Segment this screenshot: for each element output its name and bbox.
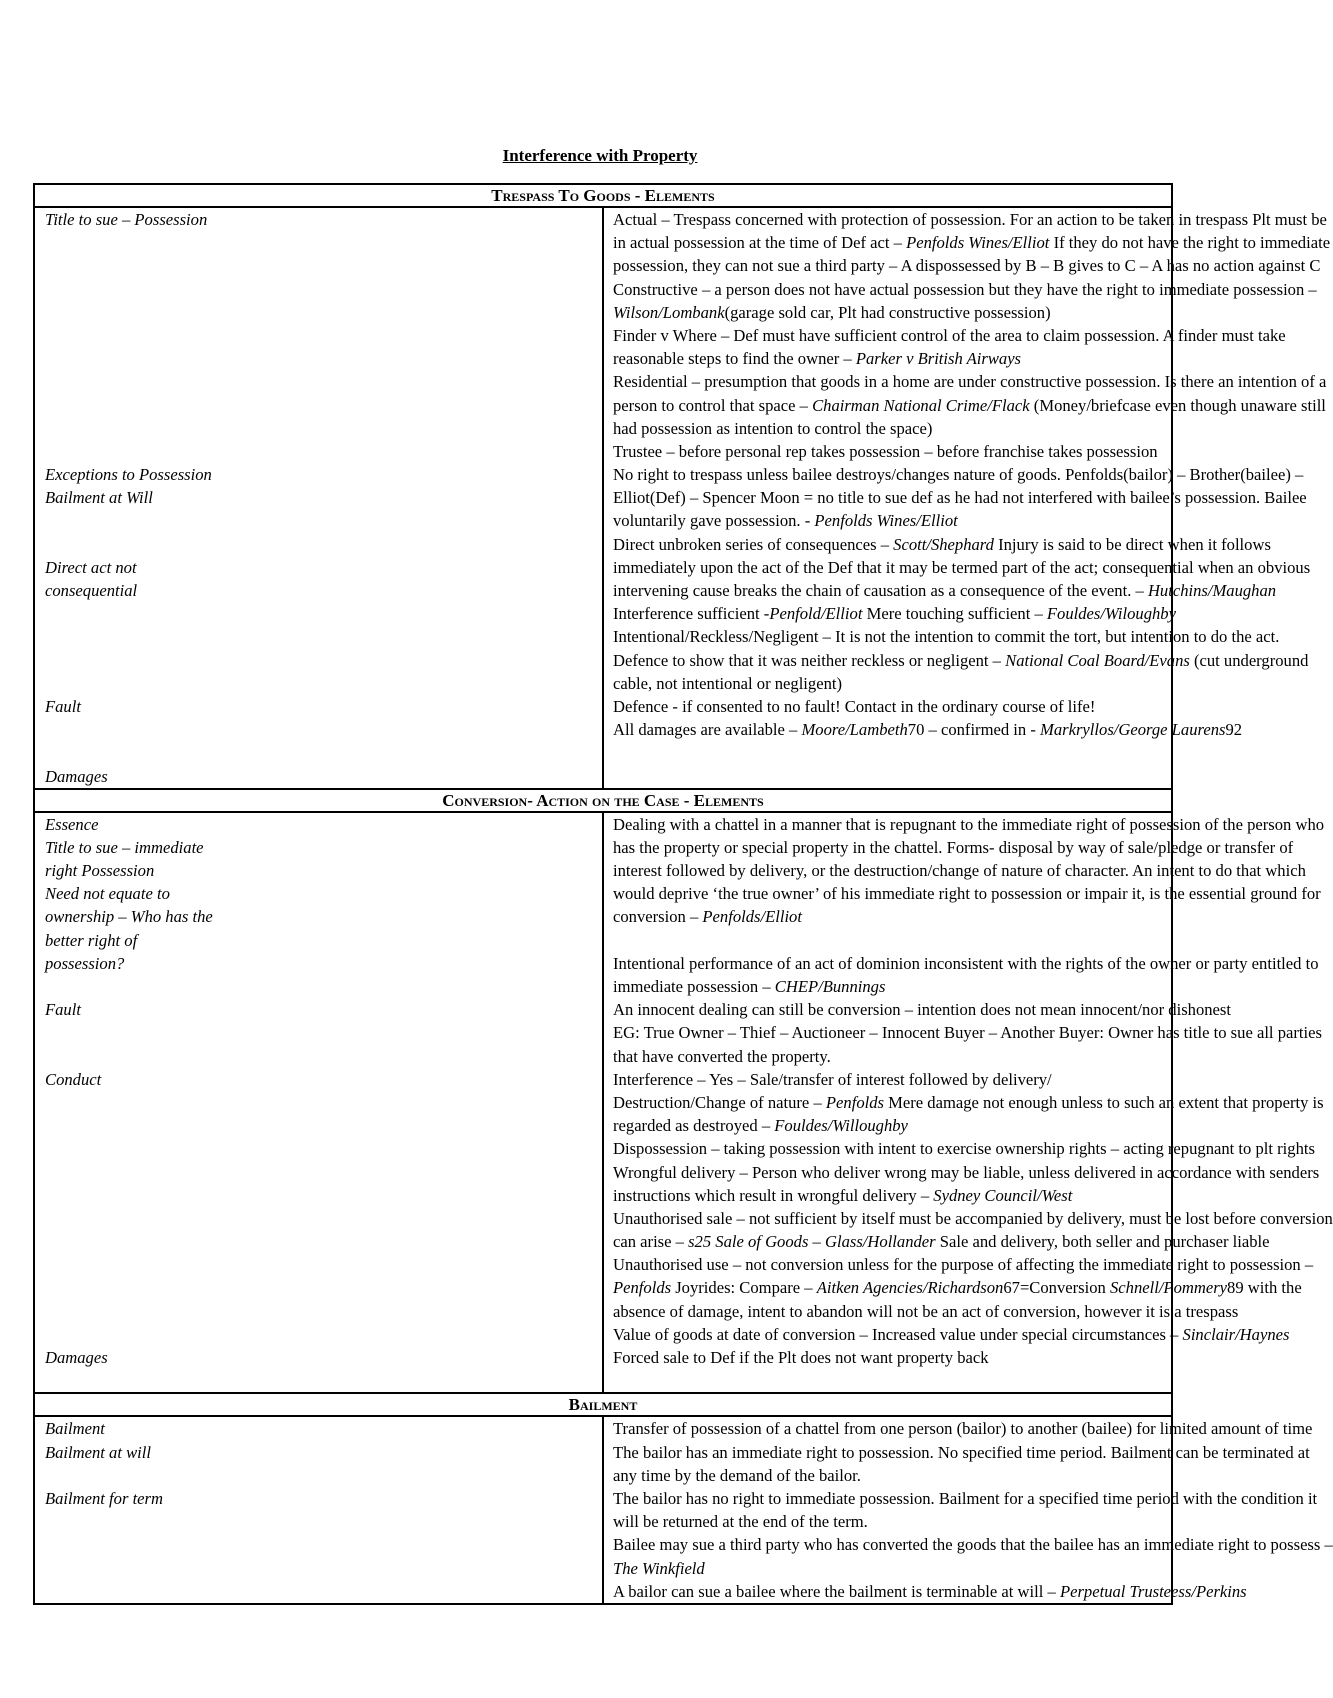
spacer: [45, 1464, 593, 1487]
note-line: [613, 836, 1294, 859]
note-line: [613, 1441, 1310, 1464]
note-text: The bailor has no right to immediate possession. Bailment for a specified time period with the condition it: [613, 1488, 1318, 1508]
case-citation: Penfolds Wines/Elliot: [814, 511, 958, 531]
note-text: voluntarily gave possession. -: [613, 511, 815, 531]
element-notes-column: [603, 1416, 1333, 1604]
element-label: Essence: [45, 814, 99, 834]
note-line: [613, 649, 1309, 672]
spacer: [45, 1580, 593, 1603]
spacer: [45, 301, 593, 324]
note-text: Unauthorised use – not conversion unless for the purpose of affecting the immediate right to possession –: [613, 1255, 1314, 1275]
note-text: EG: True Owner – Thief – Auctioneer – Innocent Buyer – Another Buyer: Owner has title to sue all parties: [613, 1023, 1322, 1043]
note-text: person to control that space –: [613, 395, 813, 415]
spacer: [45, 1253, 593, 1276]
note-line: [613, 278, 1317, 301]
spacer: [45, 509, 593, 532]
element-label-column: [34, 1416, 603, 1604]
case-citation: Penfolds Wines/Elliot: [906, 233, 1050, 253]
spacer: [45, 1533, 593, 1556]
case-citation: Penfolds/Elliot: [702, 907, 802, 927]
note-line: [613, 533, 1271, 556]
note-text: Actual – Trespass concerned with protection of possession. For an action to be taken in trespass Plt must be: [613, 210, 1327, 229]
note-line: [613, 1464, 1162, 1487]
spacer: [45, 1184, 593, 1207]
note-text: Transfer of possession of a chattel from one person (bailor) to another (bailee) for limited amount of time: [613, 1419, 1313, 1439]
case-citation: Sydney Council/West: [933, 1185, 1073, 1205]
note-text: has the property or special property in the chattel. Forms- disposal by way of sale/pledge or transfer of: [613, 837, 1294, 857]
note-text: Dealing with a chattel in a manner that is repugnant to the immediate right of possession of the person who: [613, 814, 1325, 834]
note-text: If they do not have the right to immediate: [1049, 233, 1331, 253]
element-label: Direct act not: [45, 557, 137, 577]
case-citation: Penfolds: [825, 1092, 884, 1112]
note-text: Trustee – before personal rep takes possession – before franchise takes possession: [613, 441, 1158, 461]
note-text: intervening cause breaks the chain of causation as a consequence of the event. –: [613, 581, 1148, 600]
note-line: [613, 486, 1307, 509]
spacer: [45, 533, 593, 556]
note-line: [613, 1276, 1302, 1299]
note-line: [613, 370, 1327, 393]
element-label: consequential: [45, 581, 138, 600]
note-text: No right to trespass unless bailee destroys/changes nature of goods. Penfolds(bailor) – Brother(bailee) –: [613, 465, 1304, 485]
note-line: [613, 556, 1311, 579]
note-text: Mere touching sufficient –: [862, 604, 1047, 624]
note-line: [613, 1068, 1162, 1091]
case-citation: Penfold/Elliot: [769, 604, 863, 624]
spacer: [45, 1021, 593, 1044]
spacer: [45, 370, 593, 393]
element-label: Bailment: [45, 1419, 105, 1439]
note-text: that have converted the property.: [613, 1046, 831, 1066]
note-text: A bailor can sue a bailee where the bailment is terminable at will –: [613, 1581, 1060, 1601]
note-text: 70 – confirmed in -: [907, 720, 1041, 740]
note-line: [613, 1253, 1314, 1276]
note-line: [613, 231, 1331, 254]
spacer: [45, 1369, 593, 1392]
case-citation: Fouldes/Wiloughby: [1046, 604, 1176, 624]
note-text: immediate possession –: [613, 977, 775, 996]
note-line: [613, 1487, 1318, 1510]
note-text: Interference – Yes – Sale/transfer of interest followed by delivery/: [613, 1069, 1052, 1089]
spacer: [45, 324, 593, 347]
note-line: [613, 1230, 1270, 1253]
note-line: [613, 394, 1326, 417]
spacer: [45, 975, 593, 998]
note-text: Dispossession – taking possession with intent to exercise ownership rights – acting repugnant to plt rights: [613, 1139, 1315, 1159]
note-line: [613, 1045, 1162, 1068]
case-citation: Sinclair/Haynes: [1182, 1324, 1290, 1344]
note-text: Intentional performance of an act of dominion inconsistent with the rights of the owner or party entitled to: [613, 953, 1319, 973]
note-text: All damages are available –: [613, 720, 802, 740]
element-label-column: [34, 812, 603, 1394]
note-line: [613, 208, 1327, 231]
section-body-row: [34, 1416, 1172, 1604]
note-text: instructions which result in wrongful delivery –: [613, 1185, 934, 1205]
note-text: reasonable steps to find the owner –: [613, 349, 856, 369]
element-label: Need not equate to: [45, 884, 170, 904]
spacer: [45, 347, 593, 370]
element-label: Fault: [45, 1000, 81, 1020]
note-line: [613, 672, 1162, 695]
spacer: [45, 625, 593, 648]
spacer: [45, 231, 593, 254]
note-text: Residential – presumption that goods in a home are under constructive possession. Is there an intention of a: [613, 372, 1327, 392]
element-label-column: [34, 207, 603, 789]
spacer: [45, 1557, 593, 1580]
note-text: Unauthorised sale – not sufficient by itself must be accompanied by delivery, must be lost before conversion: [613, 1208, 1333, 1228]
section-heading: Conversion- Action on the Case - Elements: [34, 789, 1172, 812]
note-text: Injury is said to be direct when it follows: [993, 534, 1271, 554]
note-text: interest followed by delivery, or the destruction/change of nature of character. An intent to do that which: [613, 861, 1306, 881]
note-line: [613, 813, 1325, 836]
note-text: absence of damage, intent to abandon will not be an act of conversion, however it is a trespass: [613, 1301, 1239, 1321]
note-line: [613, 1137, 1315, 1160]
case-citation: s25 Sale of Goods – Glass/Hollander: [688, 1232, 936, 1252]
note-line: [613, 1533, 1333, 1556]
note-line: [613, 509, 1162, 532]
spacer: [45, 718, 593, 741]
note-line: [613, 301, 1162, 324]
note-text: Defence - if consented to no fault! Contact in the ordinary course of life!: [613, 696, 1096, 716]
section-body-row: [34, 207, 1172, 789]
element-label: ownership – Who has the: [45, 907, 213, 927]
note-text: Constructive – a person does not have actual possession but they have the right to immediate possession –: [613, 279, 1317, 299]
spacer: [45, 1510, 593, 1533]
section-body-row: [34, 812, 1172, 1394]
note-line: [613, 1346, 1162, 1369]
element-label: possession?: [45, 953, 125, 973]
note-line: [613, 1207, 1333, 1230]
element-label: Exceptions to Possession: [45, 465, 212, 485]
case-citation: CHEP/Bunnings: [774, 977, 886, 996]
note-line: [613, 929, 1162, 952]
spacer: [45, 649, 593, 672]
case-citation: Schnell/Pommery: [1109, 1278, 1228, 1298]
note-text: (cut underground: [1189, 650, 1309, 670]
note-text: 67=Conversion: [1003, 1278, 1110, 1298]
note-text: would deprive ‘the true owner’ of his immediate right to possession or impair it, is the essential ground for: [613, 884, 1321, 904]
spacer: [45, 1323, 593, 1346]
note-text: Forced sale to Def if the Plt does not want property back: [613, 1348, 989, 1367]
note-text: An innocent dealing can still be conversion – intention does not mean innocent/nor dishonest: [613, 1000, 1231, 1020]
note-line: [613, 1580, 1247, 1603]
spacer: [45, 394, 593, 417]
note-text: The bailor has an immediate right to possession. No specified time period. Bailment can be terminated at: [613, 1442, 1310, 1462]
case-citation: Parker v British Airways: [855, 349, 1022, 369]
note-line: [613, 1114, 1162, 1137]
case-citation: National Coal Board/Evans: [1005, 650, 1190, 670]
note-text: Defence to show that it was neither reckless or negligent –: [613, 650, 1006, 670]
element-label: Conduct: [45, 1069, 102, 1089]
case-citation: Scott/Shephard: [893, 534, 994, 554]
note-line: [613, 347, 1162, 370]
spacer: [45, 1114, 593, 1137]
element-label: Damages: [45, 766, 108, 786]
note-text: 92: [1225, 720, 1243, 740]
note-line: [613, 859, 1306, 882]
note-text: Value of goods at date of conversion – Increased value under special circumstances –: [613, 1324, 1183, 1344]
note-line: [613, 952, 1319, 975]
element-label: Bailment for term: [45, 1488, 163, 1508]
notes-table: [33, 183, 1333, 1605]
note-text: Direct unbroken series of consequences –: [613, 534, 894, 554]
note-line: [613, 975, 1162, 998]
case-citation: Fouldes/Willoughby: [774, 1116, 908, 1136]
note-line: [613, 440, 1162, 463]
note-line: [613, 1184, 1162, 1207]
note-line: [613, 579, 1277, 602]
note-text: possession, they can not sue a third party – A dispossessed by B – B gives to C – A has no action against C: [613, 256, 1321, 276]
note-line: [613, 324, 1286, 347]
note-line: [613, 602, 1176, 625]
note-text: regarded as destroyed –: [613, 1116, 775, 1136]
note-line: [613, 1300, 1239, 1323]
note-line: [613, 765, 1162, 788]
note-line: [613, 905, 1162, 928]
note-line: [613, 998, 1231, 1021]
spacer: [45, 1045, 593, 1068]
note-text: Joyrides: Compare –: [671, 1278, 817, 1298]
case-citation: Moore/Lambeth: [801, 720, 908, 740]
spacer: [45, 1091, 593, 1114]
element-label: Bailment at Will: [45, 488, 153, 508]
spacer: [45, 672, 593, 695]
note-line: [613, 1417, 1313, 1440]
note-text: Sale and delivery, both seller and purchaser liable: [935, 1232, 1270, 1252]
note-line: [613, 1510, 1162, 1533]
case-citation: Chairman National Crime/Flack: [812, 395, 1030, 415]
element-label: right Possession: [45, 861, 155, 881]
case-citation: Penfolds: [613, 1278, 672, 1298]
spacer: [45, 1276, 593, 1299]
spacer: [45, 1161, 593, 1184]
section-heading: Bailment: [34, 1393, 1172, 1416]
spacer: [45, 1207, 593, 1230]
note-text: Bailee may sue a third party who has converted the goods that the bailee has an immediate right to possess –: [613, 1535, 1333, 1555]
spacer: [45, 1137, 593, 1160]
note-line: [613, 1557, 1162, 1580]
note-text: 89 with the: [1227, 1278, 1302, 1298]
spacer: [45, 602, 593, 625]
note-text: will be returned at the end of the term.: [613, 1512, 868, 1532]
note-text: Elliot(Def) – Spencer Moon = no title to sue def as he had not interfered with bailee’s possession. Bailee: [613, 488, 1307, 508]
note-line: [613, 254, 1321, 277]
note-text: conversion –: [613, 907, 703, 927]
element-label: Title to sue – Possession: [45, 210, 208, 229]
note-line: [613, 1091, 1324, 1114]
note-line: [613, 625, 1280, 648]
note-text: cable, not intentional or negligent): [613, 673, 843, 693]
note-text: Mere damage not enough unless to such an extent that property is: [883, 1092, 1324, 1112]
spacer: [45, 278, 593, 301]
case-citation: Wilson/Lombank: [613, 302, 725, 322]
page-title: Interference with Property: [502, 146, 698, 165]
element-notes-column: [603, 812, 1333, 1394]
spacer: [45, 417, 593, 440]
note-line: [613, 1021, 1322, 1044]
case-citation: Perpetual Trusteess/Perkins: [1059, 1581, 1247, 1601]
note-text: Finder v Where – Def must have sufficient control of the area to claim possession. A finder must take: [613, 325, 1286, 345]
spacer: [45, 254, 593, 277]
note-text: (Money/briefcase even though unaware still: [1029, 395, 1326, 415]
note-text: Wrongful delivery – Person who deliver wrong may be liable, unless delivered in accordance with senders: [613, 1162, 1320, 1182]
note-line: [613, 695, 1162, 718]
element-label: better right of: [45, 930, 138, 950]
spacer: [45, 741, 593, 764]
note-line: [613, 1161, 1320, 1184]
note-line: [613, 718, 1243, 741]
spacer: [45, 1230, 593, 1253]
element-label: Bailment at will: [45, 1442, 152, 1462]
note-text: Intentional/Reckless/Negligent – It is not the intention to commit the tort, but intention to do the act.: [613, 627, 1280, 647]
note-line: [613, 741, 1162, 764]
note-text: Destruction/Change of nature –: [613, 1092, 826, 1112]
element-label: Fault: [45, 696, 81, 716]
case-citation: Hutchins/Maughan: [1147, 581, 1277, 600]
note-line: [613, 1323, 1290, 1346]
note-line: [613, 882, 1321, 905]
note-text: any time by the demand of the bailor.: [613, 1465, 861, 1485]
note-line: [613, 417, 1162, 440]
element-notes-column: [603, 207, 1331, 789]
note-text: immediately upon the act of the Def that it may be termed part of the act; consequential when an obvious: [613, 557, 1311, 577]
note-text: (garage sold car, Plt had constructive possession): [724, 302, 1051, 322]
element-label: Title to sue – immediate: [45, 837, 204, 857]
element-label: Damages: [45, 1348, 108, 1367]
note-line: [613, 463, 1304, 486]
note-text: in actual possession at the time of Def act –: [613, 233, 907, 253]
note-text: had possession as intention to control the space): [613, 418, 933, 438]
note-text: Interference sufficient -: [613, 604, 770, 624]
spacer: [45, 1300, 593, 1323]
note-text: can arise –: [613, 1232, 689, 1252]
section-heading: Trespass To Goods - Elements: [34, 184, 1172, 207]
case-citation: Aitken Agencies/Richardson: [816, 1278, 1004, 1298]
spacer: [45, 440, 593, 463]
case-citation: Markryllos/George Laurens: [1040, 720, 1226, 740]
case-citation: The Winkfield: [613, 1558, 705, 1578]
